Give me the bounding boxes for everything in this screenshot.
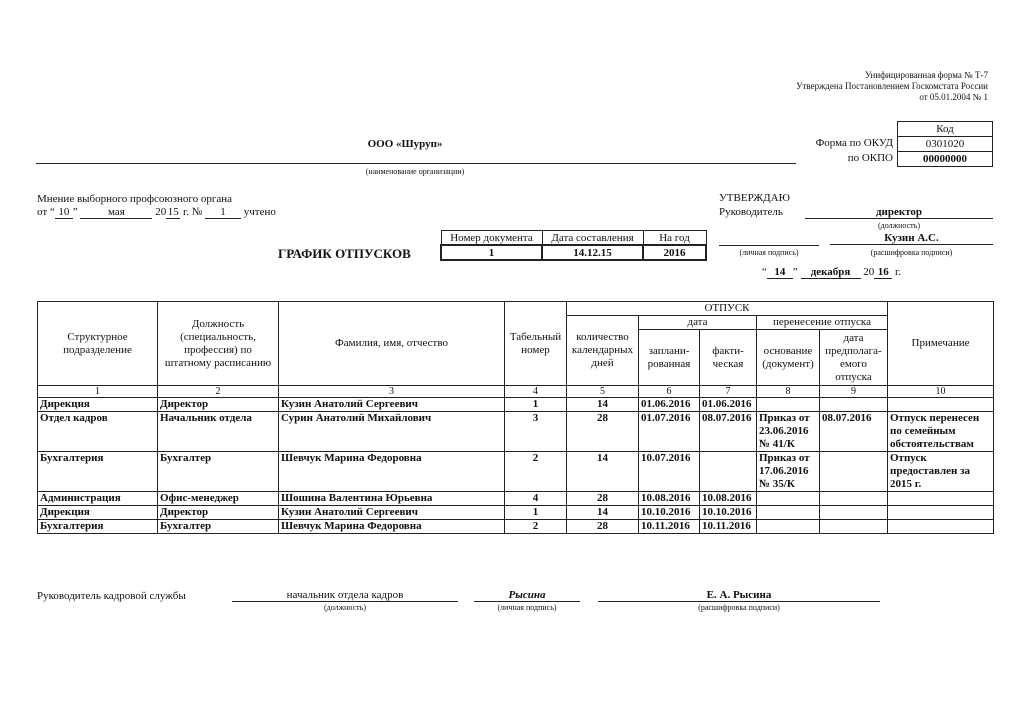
cell-actual: 10.11.2016 — [700, 520, 757, 534]
col-number: 5 — [567, 386, 639, 398]
cell-expected — [820, 398, 888, 412]
col-number: 3 — [279, 386, 505, 398]
approval-position-caption: (должность) — [878, 221, 920, 230]
cell-days: 28 — [567, 412, 639, 452]
th-vacation: ОТПУСК — [567, 302, 888, 316]
table-row — [38, 398, 994, 412]
cell-note — [888, 520, 994, 534]
col-number: 4 — [505, 386, 567, 398]
okud-label: Форма по ОКУД — [815, 137, 893, 149]
cell-tab: 3 — [505, 412, 567, 452]
approval-year-suffix: 16 — [874, 266, 892, 279]
th-transfer: перенесение отпуска — [757, 316, 888, 330]
table-row — [38, 452, 994, 492]
th-position: Должность (специальность, профессия) по штатному расписанию — [158, 302, 279, 386]
th-tab-num: Табельный номер — [505, 302, 567, 386]
cell-planned: 10.10.2016 — [639, 506, 700, 520]
approval-month: декабря — [801, 266, 861, 279]
opinion-line2 — [37, 206, 276, 219]
col-number: 8 — [757, 386, 820, 398]
cell-basis: Приказ от 17.06.2016 № 35/К — [757, 452, 820, 492]
cell-fio: Сурин Анатолий Михайлович — [279, 412, 505, 452]
opinion-q-close: ” — [72, 206, 78, 218]
cell-position: Директор — [158, 506, 279, 520]
cell-position: Офис-менеджер — [158, 492, 279, 506]
document-meta — [440, 230, 707, 261]
cell-actual: 01.06.2016 — [700, 398, 757, 412]
th-basis: основание (документ) — [757, 330, 820, 386]
cell-unit: Дирекция — [38, 506, 158, 520]
approval-name: Кузин А.С. — [830, 232, 993, 245]
col-number: 1 — [38, 386, 158, 398]
cell-unit: Отдел кадров — [38, 412, 158, 452]
cell-unit: Бухгалтерия — [38, 520, 158, 534]
th-actual: факти-ческая — [700, 330, 757, 386]
okpo-label: по ОКПО — [847, 152, 893, 164]
cell-fio: Шевчук Марина Федоровна — [279, 452, 505, 492]
opinion-day: 10 — [55, 206, 73, 219]
cell-note — [888, 398, 994, 412]
cell-basis — [757, 520, 820, 534]
cell-basis — [757, 506, 820, 520]
org-underline — [36, 163, 796, 164]
approval-date — [762, 266, 901, 279]
opinion-year-prefix: 20 — [155, 206, 167, 218]
cell-position: Директор — [158, 398, 279, 412]
cell-position: Начальник отдела — [158, 412, 279, 452]
th-planned: заплани-рованная — [639, 330, 700, 386]
cell-basis: Приказ от 23.06.2016 № 41/К — [757, 412, 820, 452]
cell-expected — [820, 452, 888, 492]
cell-planned: 01.06.2016 — [639, 398, 700, 412]
form-header-line2: Утверждена Постановлением Госкомстата России — [796, 81, 988, 91]
opinion-status: учтено — [243, 206, 276, 218]
cell-tab: 2 — [505, 452, 567, 492]
cell-note: Отпуск предоставлен за 2015 г. — [888, 452, 994, 492]
col-number: 2 — [158, 386, 279, 398]
cell-days: 14 — [567, 452, 639, 492]
cell-unit: Администрация — [38, 492, 158, 506]
meta-number: 1 — [441, 245, 542, 260]
approval-q-open: “ — [762, 266, 767, 278]
approval-day: 14 — [767, 266, 793, 279]
footer-position: начальник отдела кадров — [232, 589, 458, 602]
cell-fio: Шевчук Марина Федоровна — [279, 520, 505, 534]
cell-planned: 01.07.2016 — [639, 412, 700, 452]
cell-note — [888, 492, 994, 506]
cell-position: Бухгалтер — [158, 520, 279, 534]
cell-days: 28 — [567, 520, 639, 534]
okpo-value: 00000000 — [898, 152, 993, 167]
col-number: 7 — [700, 386, 757, 398]
org-name: ООО «Шуруп» — [367, 138, 443, 150]
document-title: ГРАФИК ОТПУСКОВ — [278, 246, 411, 261]
cell-days: 14 — [567, 506, 639, 520]
th-note: Примечание — [888, 302, 994, 386]
approval-name-caption: (расшифровка подписи) — [870, 248, 953, 257]
col-number: 10 — [888, 386, 994, 398]
codes-header: Код — [898, 122, 993, 137]
cell-actual: 10.10.2016 — [700, 506, 757, 520]
opinion-ot: от — [37, 206, 48, 218]
footer-position-caption: (должность) — [324, 603, 366, 612]
table-row — [38, 506, 994, 520]
opinion-g-no: г. № — [182, 206, 203, 218]
col-number: 6 — [639, 386, 700, 398]
approval-sign-caption: (личная подпись) — [739, 248, 799, 257]
cell-planned: 10.11.2016 — [639, 520, 700, 534]
cell-fio: Шошина Валентина Юрьевна — [279, 492, 505, 506]
cell-expected — [820, 520, 888, 534]
footer-name-caption: (расшифровка подписи) — [698, 603, 780, 612]
table-row — [38, 492, 994, 506]
th-unit: Структурное подразделение — [38, 302, 158, 386]
cell-planned: 10.08.2016 — [639, 492, 700, 506]
footer-label: Руководитель кадровой службы — [37, 590, 186, 602]
table-row — [38, 412, 994, 452]
meta-header-date: Дата составления — [542, 231, 643, 246]
opinion-month: мая — [80, 206, 152, 219]
th-fio: Фамилия, имя, отчество — [279, 302, 505, 386]
approval-g: г. — [895, 266, 902, 278]
form-header — [796, 70, 988, 103]
opinion-year-suffix: 15 — [167, 206, 179, 218]
cell-actual: 08.07.2016 — [700, 412, 757, 452]
opinion-number: 1 — [205, 206, 241, 219]
okud-value: 0301020 — [898, 137, 993, 152]
meta-header-number: Номер документа — [441, 231, 542, 246]
form-header-line1: Унифицированная форма № Т-7 — [864, 70, 988, 80]
approval-position: директор — [805, 206, 993, 219]
cell-position: Бухгалтер — [158, 452, 279, 492]
th-date-group: дата — [639, 316, 757, 330]
cell-days: 28 — [567, 492, 639, 506]
cell-expected: 08.07.2016 — [820, 412, 888, 452]
cell-actual: 10.08.2016 — [700, 492, 757, 506]
table-row — [38, 520, 994, 534]
cell-expected — [820, 492, 888, 506]
footer-signature-caption: (личная подпись) — [497, 603, 557, 612]
approval-role: Руководитель — [719, 206, 783, 218]
approval-q-close: ” — [792, 266, 798, 278]
form-header-line3: от 05.01.2004 № 1 — [919, 92, 988, 102]
cell-unit: Дирекция — [38, 398, 158, 412]
vacation-schedule-table — [37, 301, 994, 534]
cell-fio: Кузин Анатолий Сергеевич — [279, 506, 505, 520]
footer-name: Е. А. Рысина — [598, 589, 880, 602]
approval-sign-line — [719, 245, 819, 246]
cell-actual — [700, 452, 757, 492]
col-number: 9 — [820, 386, 888, 398]
approval-title: УТВЕРЖДАЮ — [719, 192, 790, 204]
footer-signature: Рысина — [474, 589, 580, 602]
th-expected: дата предполага-емого отпуска — [820, 330, 888, 386]
cell-tab: 4 — [505, 492, 567, 506]
codes-box — [897, 121, 993, 167]
opinion-line1: Мнение выборного профсоюзного органа — [37, 193, 233, 205]
cell-fio: Кузин Анатолий Сергеевич — [279, 398, 505, 412]
cell-tab: 1 — [505, 506, 567, 520]
cell-basis — [757, 492, 820, 506]
org-caption: (наименование организации) — [365, 167, 465, 176]
approval-year-prefix: 20 — [863, 266, 875, 278]
meta-year: 2016 — [643, 245, 706, 260]
cell-tab: 1 — [505, 398, 567, 412]
cell-tab: 2 — [505, 520, 567, 534]
cell-basis — [757, 398, 820, 412]
meta-header-year: На год — [643, 231, 706, 246]
cell-days: 14 — [567, 398, 639, 412]
cell-expected — [820, 506, 888, 520]
cell-note: Отпуск перенесен по семейным обстоятельствам — [888, 412, 994, 452]
cell-planned: 10.07.2016 — [639, 452, 700, 492]
cell-unit: Бухгалтерия — [38, 452, 158, 492]
opinion-q-open: “ — [49, 206, 55, 218]
th-days: количество календарных дней — [567, 316, 639, 386]
meta-date: 14.12.15 — [542, 245, 643, 260]
cell-note — [888, 506, 994, 520]
